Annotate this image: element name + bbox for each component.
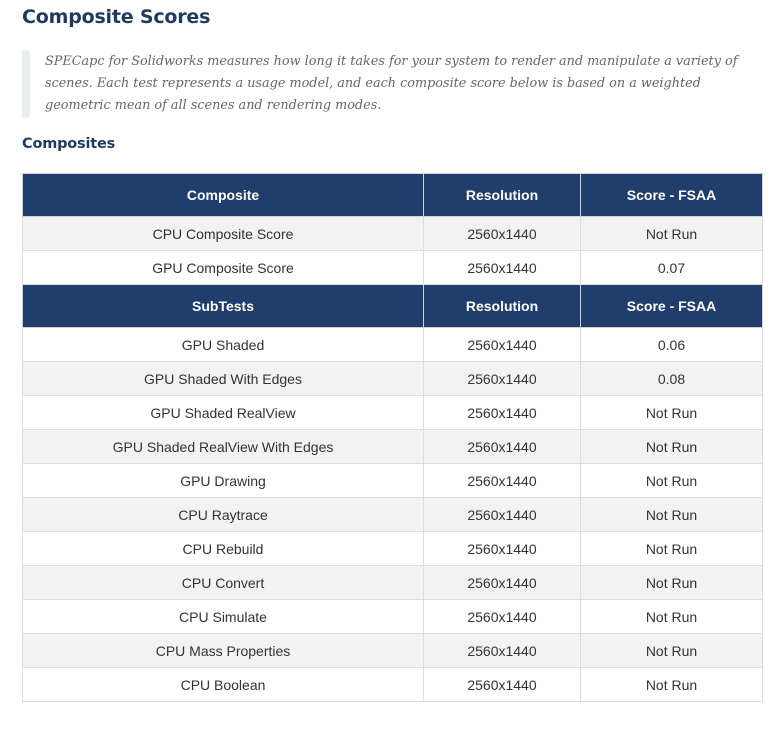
subtest-name-cell: GPU Shaded RealView With Edges [23, 430, 424, 464]
table-row [23, 600, 763, 634]
subtest-name-cell: GPU Shaded With Edges [23, 362, 424, 396]
resolution-cell: 2560x1440 [424, 217, 581, 251]
score-cell: Not Run [581, 217, 763, 251]
subtest-name-cell: GPU Shaded [23, 328, 424, 362]
subtest-name-cell: GPU Shaded RealView [23, 396, 424, 430]
score-cell: Not Run [581, 634, 763, 668]
resolution-cell: 2560x1440 [424, 430, 581, 464]
column-header-resolution: Resolution [424, 174, 581, 217]
scores-table [22, 173, 763, 702]
column-header-score: Score - FSAA [581, 285, 763, 328]
resolution-cell: 2560x1440 [424, 668, 581, 702]
score-cell: Not Run [581, 668, 763, 702]
section-title: Composites [22, 136, 116, 152]
resolution-cell: 2560x1440 [424, 328, 581, 362]
composites-header-row [23, 174, 763, 217]
composite-name-cell: CPU Composite Score [23, 217, 424, 251]
table-row [23, 634, 763, 668]
table-row [23, 251, 763, 285]
table-row [23, 217, 763, 251]
column-header-resolution: Resolution [424, 285, 581, 328]
intro-blockquote: SPECapc for Solidworks measures how long it takes for your system to render and manipulate a variety of scenes. Each test represents a usage model, and each composite score below is based on a weighted geometric mean of all scenes and rendering modes. [22, 50, 762, 118]
resolution-cell: 2560x1440 [424, 251, 581, 285]
table-row [23, 498, 763, 532]
column-header-score: Score - FSAA [581, 174, 763, 217]
page-title: Composite Scores [22, 6, 211, 28]
resolution-cell: 2560x1440 [424, 600, 581, 634]
score-cell: Not Run [581, 532, 763, 566]
score-cell: Not Run [581, 498, 763, 532]
resolution-cell: 2560x1440 [424, 566, 581, 600]
column-header-composite: Composite [23, 174, 424, 217]
table-row [23, 396, 763, 430]
resolution-cell: 2560x1440 [424, 498, 581, 532]
table-row [23, 668, 763, 702]
subtests-header-row [23, 285, 763, 328]
resolution-cell: 2560x1440 [424, 464, 581, 498]
column-header-subtests: SubTests [23, 285, 424, 328]
resolution-cell: 2560x1440 [424, 532, 581, 566]
subtest-name-cell: CPU Boolean [23, 668, 424, 702]
subtest-name-cell: CPU Mass Properties [23, 634, 424, 668]
table-row [23, 362, 763, 396]
score-cell: 0.06 [581, 328, 763, 362]
score-cell: 0.08 [581, 362, 763, 396]
subtest-name-cell: CPU Simulate [23, 600, 424, 634]
score-cell: Not Run [581, 566, 763, 600]
score-cell: Not Run [581, 600, 763, 634]
table-row [23, 566, 763, 600]
resolution-cell: 2560x1440 [424, 362, 581, 396]
table-row [23, 464, 763, 498]
composite-name-cell: GPU Composite Score [23, 251, 424, 285]
score-cell: Not Run [581, 430, 763, 464]
subtest-name-cell: CPU Rebuild [23, 532, 424, 566]
table-row [23, 328, 763, 362]
score-cell: Not Run [581, 464, 763, 498]
table-row [23, 532, 763, 566]
score-cell: Not Run [581, 396, 763, 430]
resolution-cell: 2560x1440 [424, 396, 581, 430]
table-row [23, 430, 763, 464]
subtest-name-cell: CPU Convert [23, 566, 424, 600]
score-cell: 0.07 [581, 251, 763, 285]
subtest-name-cell: CPU Raytrace [23, 498, 424, 532]
subtest-name-cell: GPU Drawing [23, 464, 424, 498]
resolution-cell: 2560x1440 [424, 634, 581, 668]
